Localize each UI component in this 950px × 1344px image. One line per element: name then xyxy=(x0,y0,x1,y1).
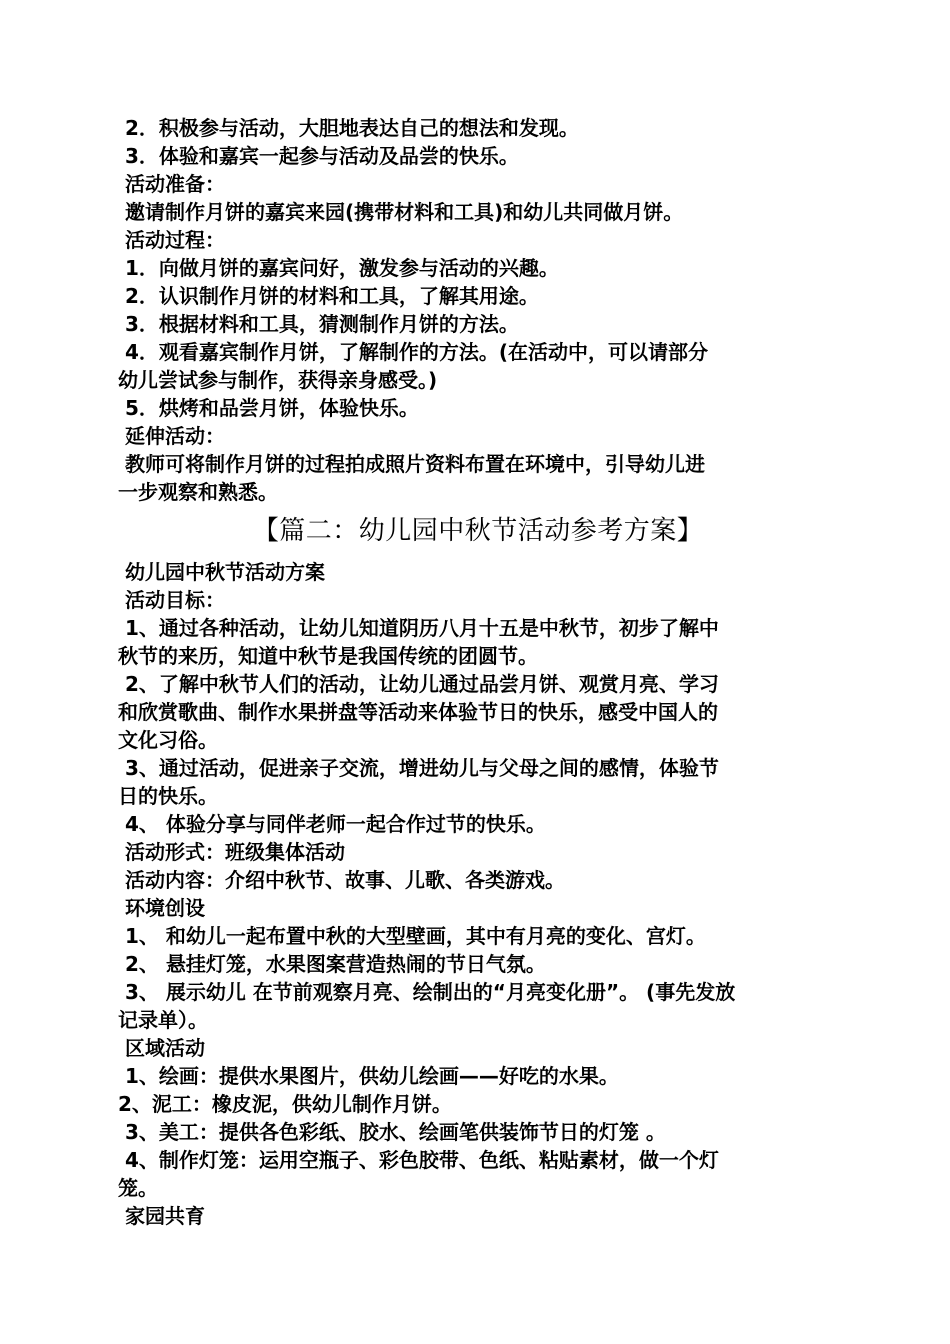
text-line: 4、 体验分享与同伴老师一起合作过节的快乐。 xyxy=(118,812,546,836)
text-line: 2、 悬挂灯笼，水果图案营造热闹的节日气氛。 xyxy=(118,952,546,976)
text-line: 笼。 xyxy=(118,1176,158,1200)
section-part2 xyxy=(118,558,838,1230)
text-line: 区域活动 xyxy=(118,1036,205,1060)
text-line: 活动目标： xyxy=(118,588,225,612)
text-line: 1、 和幼儿一起布置中秋的大型壁画，其中有月亮的变化、宫灯。 xyxy=(118,924,706,948)
text-line: 2、了解中秋节人们的活动，让幼儿通过品尝月饼、观赏月亮、学习 xyxy=(118,672,719,696)
text-line: 日的快乐。 xyxy=(118,784,218,808)
text-line: 2、泥工：橡皮泥，供幼儿制作月饼。 xyxy=(118,1092,452,1116)
document-body xyxy=(118,114,838,1230)
section-title: 【篇二：幼儿园中秋节活动参考方案】 xyxy=(252,516,704,546)
text-line: 2．积极参与活动，大胆地表达自己的想法和发现。 xyxy=(118,116,579,140)
text-line: 3．体验和嘉宾一起参与活动及品尝的快乐。 xyxy=(118,144,519,168)
text-line: 活动内容：介绍中秋节、故事、儿歌、各类游戏。 xyxy=(118,868,565,892)
text-line: 2．认识制作月饼的材料和工具，了解其用途。 xyxy=(118,284,539,308)
text-line: 4、制作灯笼：运用空瓶子、彩色胶带、色纸、粘贴素材，做一个灯 xyxy=(118,1148,719,1172)
text-line: 一步观察和熟悉。 xyxy=(118,480,278,504)
text-line: 文化习俗。 xyxy=(118,728,218,752)
text-line: 教师可将制作月饼的过程拍成照片资料布置在环境中，引导幼儿进 xyxy=(118,452,705,476)
text-line: 幼儿尝试参与制作，获得亲身感受。) xyxy=(118,368,438,392)
text-line: 活动形式：班级集体活动 xyxy=(118,840,345,864)
text-line: 幼儿园中秋节活动方案 xyxy=(118,560,325,584)
text-line: 4．观看嘉宾制作月饼，了解制作的方法。(在活动中，可以请部分 xyxy=(118,340,709,364)
text-line: 延伸活动： xyxy=(118,424,225,448)
text-line: 3．根据材料和工具，猜测制作月饼的方法。 xyxy=(118,312,519,336)
text-line: 5．烘烤和品尝月饼，体验快乐。 xyxy=(118,396,419,420)
text-line: 活动准备： xyxy=(118,172,225,196)
text-line: 邀请制作月饼的嘉宾来园(携带材料和工具)和幼儿共同做月饼。 xyxy=(118,200,684,224)
text-line: 3、美工：提供各色彩纸、胶水、绘画笔供装饰节日的灯笼 。 xyxy=(118,1120,666,1144)
text-line: 环境创设 xyxy=(118,896,205,920)
section-part1 xyxy=(118,114,838,506)
text-line: 家园共育 xyxy=(118,1204,205,1228)
text-line: 1、绘画：提供水果图片，供幼儿绘画——好吃的水果。 xyxy=(118,1064,619,1088)
text-line: 和欣赏歌曲、制作水果拼盘等活动来体验节日的快乐，感受中国人的 xyxy=(118,700,718,724)
text-line: 3、通过活动，促进亲子交流，增进幼儿与父母之间的感情，体验节 xyxy=(118,756,719,780)
text-line: 活动过程： xyxy=(118,228,225,252)
text-line: 1、通过各种活动，让幼儿知道阴历八月十五是中秋节，初步了解中 xyxy=(118,616,719,640)
text-line: 记录单）。 xyxy=(118,1008,208,1032)
text-line: 3、 展示幼儿 在节前观察月亮、绘制出的“月亮变化册”。 (事先发放 xyxy=(118,980,736,1004)
text-line: 秋节的来历，知道中秋节是我国传统的团圆节。 xyxy=(118,644,538,668)
text-line: 1．向做月饼的嘉宾问好，激发参与活动的兴趣。 xyxy=(118,256,559,280)
